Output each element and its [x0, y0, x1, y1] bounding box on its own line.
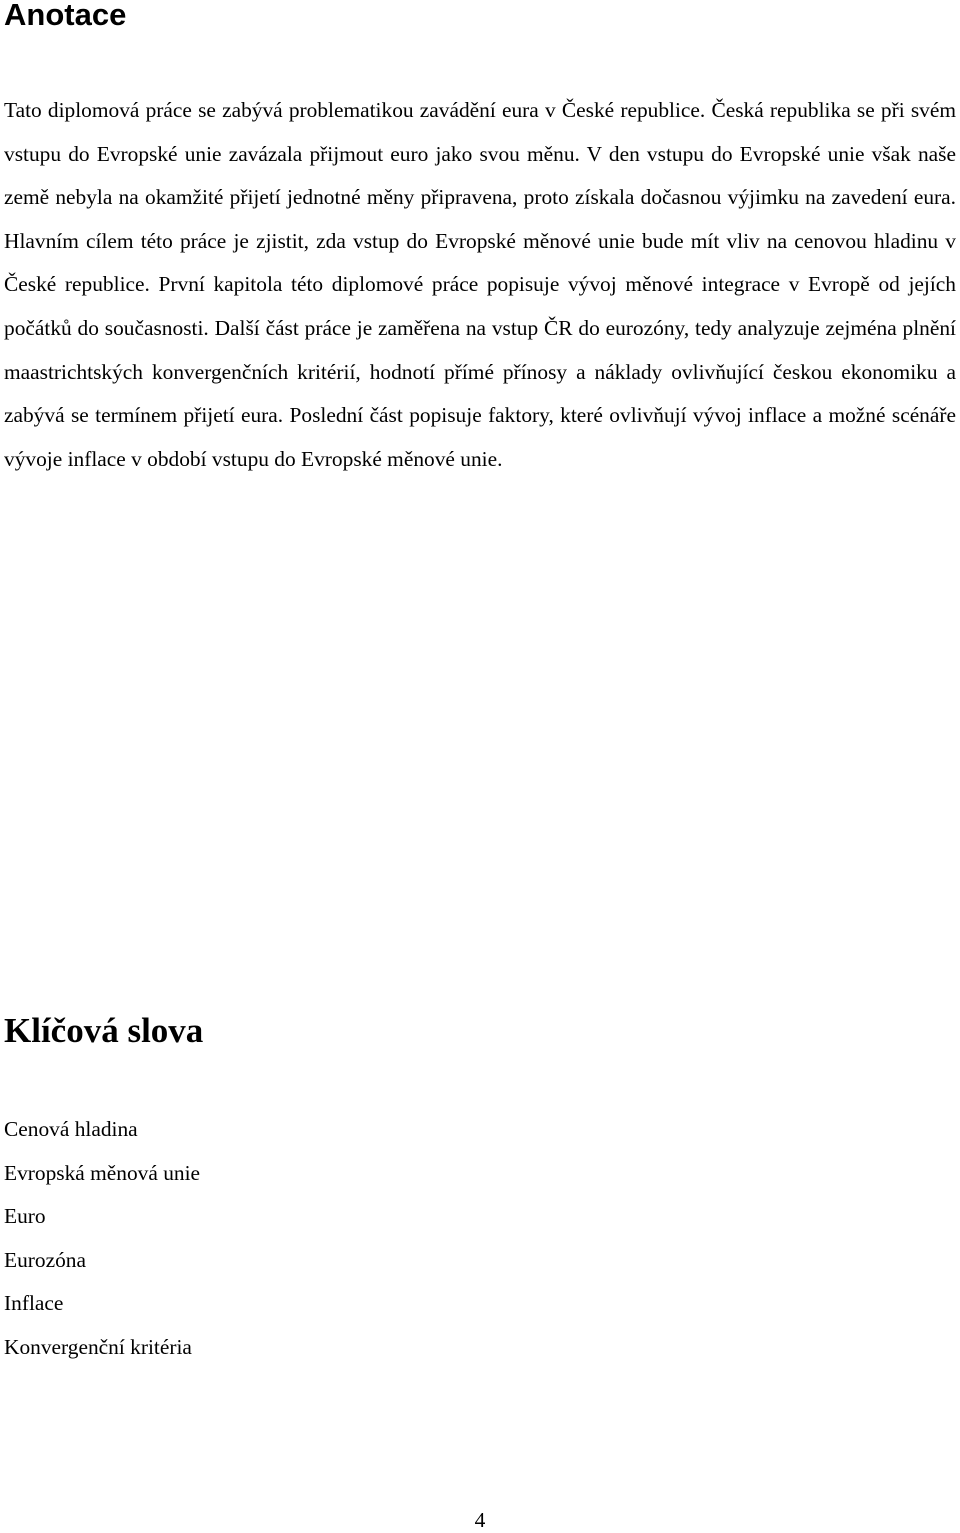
keyword-list	[4, 1108, 200, 1370]
abstract-heading: Anotace	[4, 0, 127, 32]
keyword-item: Evropská měnová unie	[4, 1160, 201, 1185]
keyword-item: Cenová hladina	[4, 1117, 138, 1141]
page-number: 4	[474, 1508, 486, 1532]
keyword-item: Konvergenční kritéria	[4, 1334, 192, 1359]
keywords-heading: Klíčová slova	[4, 1011, 204, 1050]
abstract-paragraph: Tato diplomová práce se zabývá problematikou zavádění eura v České republice. Česká republika se při svém vstupu do Evropské unie zavázala přijmout euro jako svou měnu. V den vstupu do Evropské unie však naše země nebyla na okamžité přijetí jednotné měny připravena, proto získala dočasnou výjimku na zavedení eura. Hlavním cílem této práce je zjistit, zda vstup do Evropské měnové unie bude mít vliv na cenovou hladinu v České republice. První kapitola této diplomové práce popisuje vývoj měnové integrace v Evropě od jejích počátků do současnosti. Další část práce je zaměřena na vstup ČR do eurozóny, tedy analyzuje zejména plnění maastrichtských konvergenčních kritérií, hodnotí přímé přínosy a náklady ovlivňující českou ekonomiku a zabývá se termínem přijetí eura. Poslední část popisuje faktory, které ovlivňují vývoj inflace a možné scénáře vývoje inflace v období vstupu do Evropské měnové unie.	[4, 98, 956, 471]
keyword-item: Euro	[4, 1204, 46, 1229]
keyword-item: Inflace	[4, 1291, 64, 1316]
keyword-item: Eurozóna	[4, 1247, 86, 1272]
